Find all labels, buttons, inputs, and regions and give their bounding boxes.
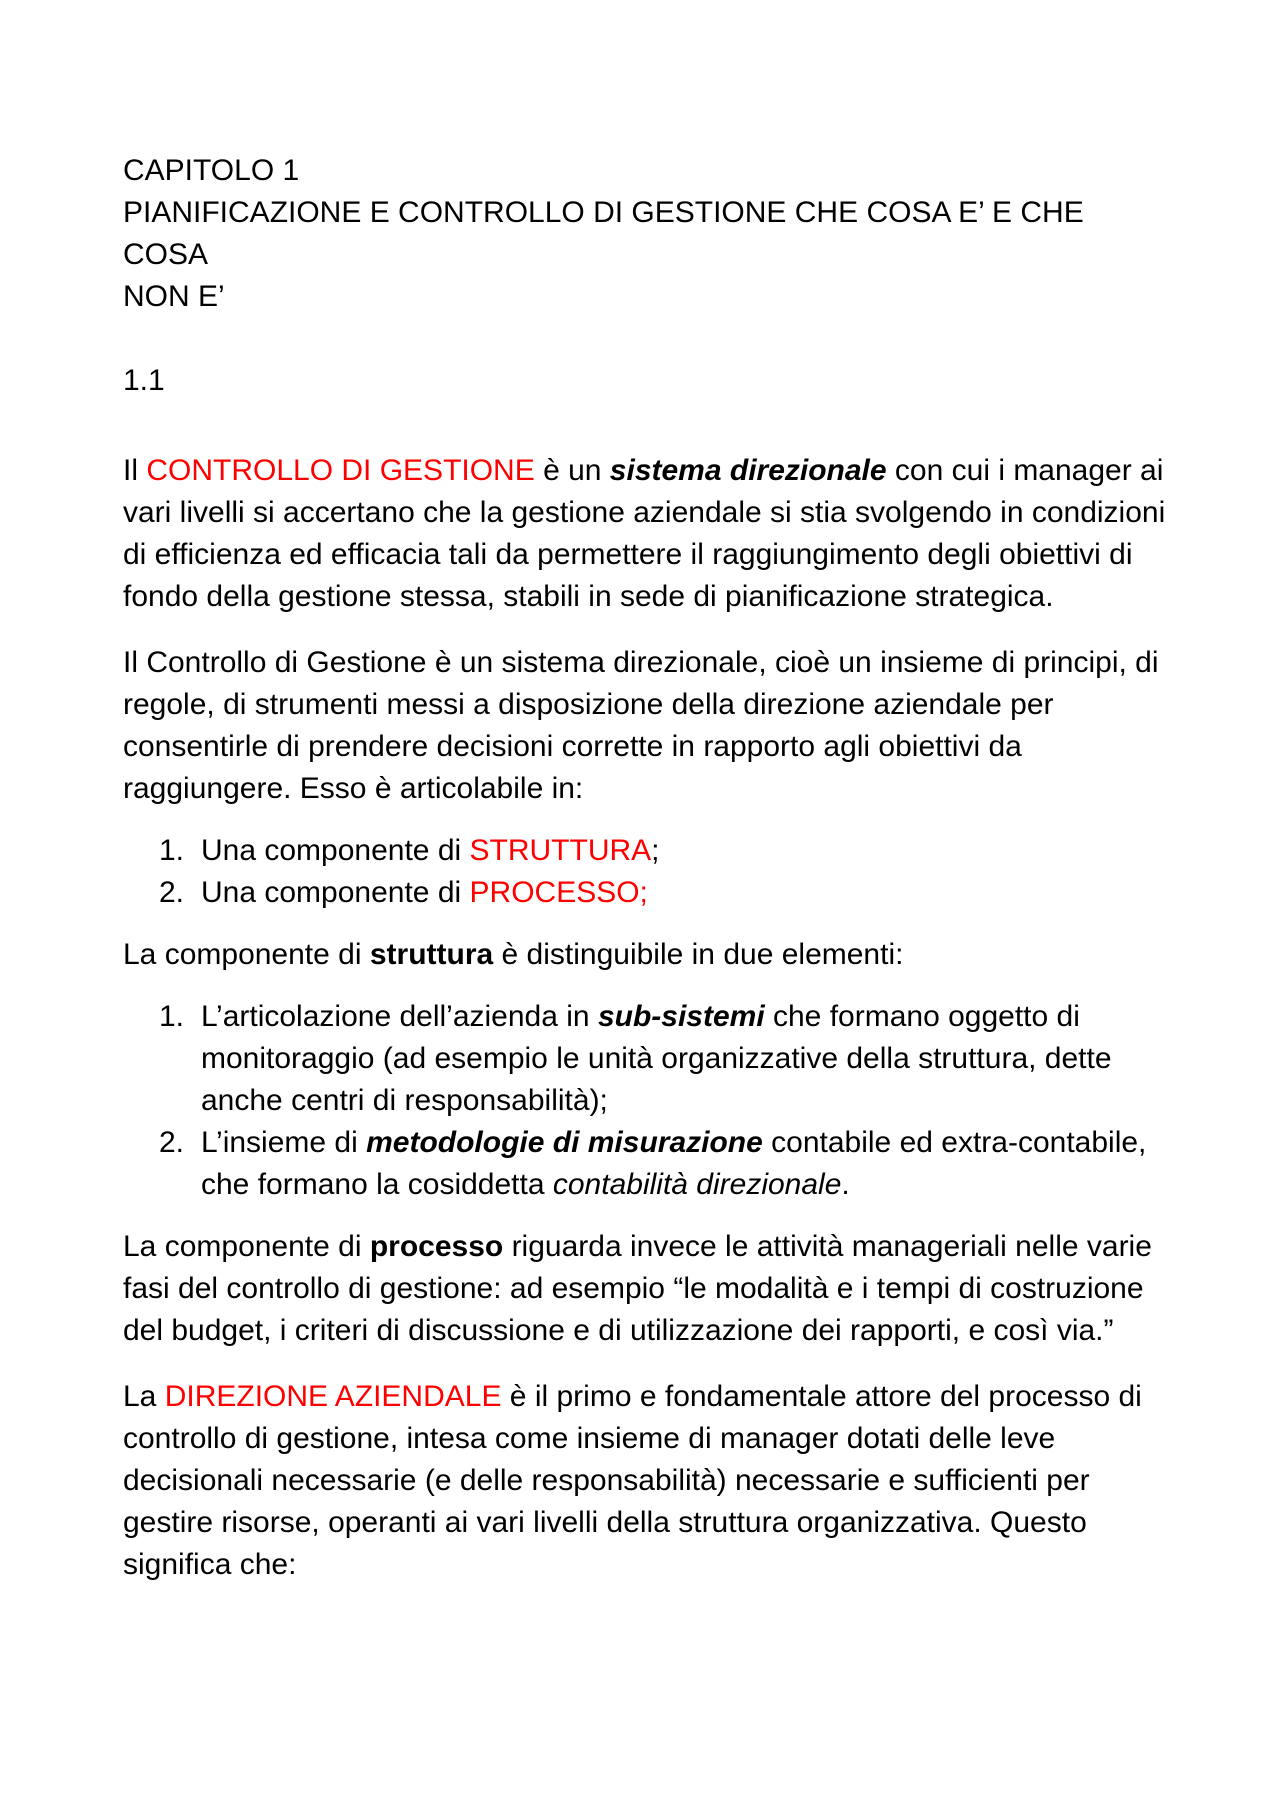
list-number: 1. — [159, 1000, 185, 1033]
emphasis-sub-sistemi: sub-sistemi — [597, 1000, 765, 1033]
list-number: 1. — [159, 834, 185, 867]
text-run: La componente di — [123, 1230, 370, 1263]
list-item — [123, 1122, 1173, 1206]
text-run: ; — [651, 834, 660, 867]
paragraph-controllo-di-gestione — [123, 450, 1173, 618]
text-run: contabile ed extra-contabile, che formano la cosiddetta — [201, 1126, 1147, 1201]
paragraph-direzione-aziendale — [123, 1376, 1173, 1586]
highlight-struttura: STRUTTURA — [469, 834, 652, 867]
text-run: è distinguibile in due elementi: — [493, 938, 904, 971]
text-run: con cui i manager ai vari livelli si accertano che la gestione aziendale si stia svolgendo in condizioni di efficienza ed efficacia tali da permettere il raggiungimento degli obiettivi di fondo della gestione stessa, stabili in sede di pianificazione strategica. — [123, 454, 1166, 613]
text-run: La — [123, 1380, 165, 1413]
list-elementi-struttura — [123, 996, 1173, 1206]
emphasis-struttura: struttura — [369, 938, 494, 971]
list-item — [123, 830, 1173, 872]
emphasis-contabilita-direzionale: contabilità direzionale — [552, 1168, 842, 1201]
chapter-number: CAPITOLO 1 — [123, 154, 300, 187]
paragraph-componente-processo — [123, 1226, 1173, 1352]
text-run: . — [841, 1168, 850, 1201]
text-run: è il primo e fondamentale attore del processo di controllo di gestione, intesa come insieme di manager dotati delle leve decisionali necessarie (e delle responsabilità) necessarie e sufficienti per gestire risorse, operanti ai vari livelli della struttura organizzativa. Questo significa che: — [123, 1380, 1142, 1581]
text-run: che formano oggetto di monitoraggio (ad esempio le unità organizzative della struttura, dette anche centri di responsabilità); — [201, 1000, 1112, 1117]
text-run: riguarda invece le attività manageriali nelle varie fasi del controllo di gestione: ad esempio “le modalità e i tempi di costruzione del budget, i criteri di discussione e di utilizzazione dei rapporti, e così via.” — [123, 1230, 1152, 1347]
chapter-heading — [123, 150, 1173, 318]
text-run: L’articolazione dell’azienda in — [201, 1000, 598, 1033]
highlight-processo: PROCESSO; — [469, 876, 648, 909]
chapter-title-line-1: PIANIFICAZIONE E CONTROLLO DI GESTIONE CHE COSA E’ E CHE COSA — [123, 196, 1084, 271]
list-item — [123, 872, 1173, 914]
document-page — [123, 150, 1173, 1586]
text-run: Una componente di — [201, 834, 470, 867]
emphasis-processo: processo — [369, 1230, 504, 1263]
emphasis-sistema-direzionale: sistema direzionale — [609, 454, 887, 487]
list-number: 2. — [159, 1126, 185, 1159]
list-number: 2. — [159, 876, 185, 909]
emphasis-metodologie: metodologie di misurazione — [366, 1126, 763, 1159]
text-run: L’insieme di — [201, 1126, 367, 1159]
section-number: 1.1 — [123, 364, 165, 397]
text-run: La componente di — [123, 938, 370, 971]
list-item — [123, 996, 1173, 1122]
text-run: Una componente di — [201, 876, 470, 909]
text-run: è un — [534, 454, 610, 487]
chapter-title-line-2: NON E’ — [123, 280, 225, 313]
text-run: Il — [123, 454, 147, 487]
paragraph-sistema-direzionale: Il Controllo di Gestione è un sistema direzionale, cioè un insieme di principi, di regole, di strumenti messi a disposizione della direzione aziendale per consentirle di prendere decisioni corrette in rapporto agli obiettivi da raggiungere. Esso è articolabile in: — [123, 646, 1159, 805]
highlight-direzione-aziendale: DIREZIONE AZIENDALE — [164, 1380, 502, 1413]
highlight-controllo-di-gestione: CONTROLLO DI GESTIONE — [146, 454, 535, 487]
paragraph-componente-struttura — [123, 934, 1173, 976]
list-componenti — [123, 830, 1173, 914]
